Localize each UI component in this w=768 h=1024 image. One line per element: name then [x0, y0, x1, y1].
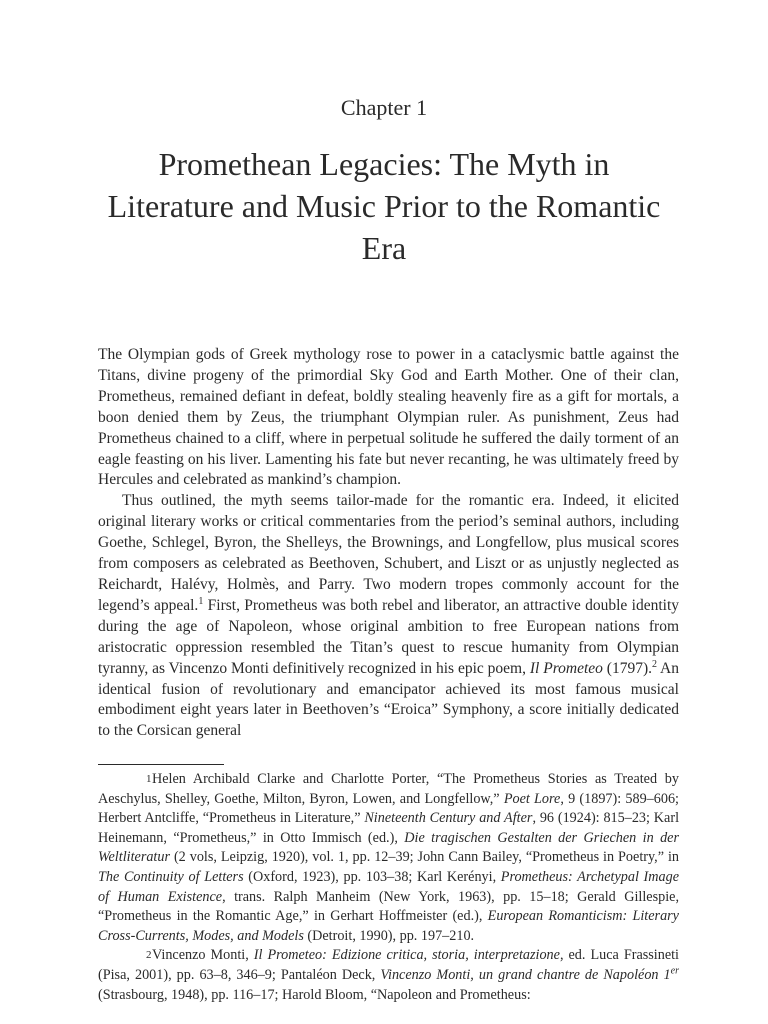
footnote-italic: Prometheus: Archetypal Image of Human Existence: [98, 868, 679, 905]
ordinal-suffix: er: [670, 965, 679, 977]
footnote-italic: European Romanticism: Literary Cross-Currents, Modes, and Models: [98, 908, 679, 944]
footnote-divider: [98, 764, 224, 765]
poem-title: Il Prometeo: [529, 659, 603, 677]
footnote-italic: Nineteenth Century and After: [364, 810, 533, 827]
footnotes: [98, 770, 679, 1005]
footnote-2: [98, 946, 679, 1005]
paragraph-1: The Olympian gods of Greek mythology rose to power in a cataclysmic battle against the Titans, divine progeny of the primordial Sky God and Earth Mother. One of their clan, Prometheus, remained defiant in defeat, boldly stealing heavenly fire as a gift for mortals, a boon denied them by Zeus, the triumphant Olympian ruler. As punishment, Zeus had Prometheus chained to a cliff, where in perpetual solitude he suffered the daily torment of an eagle feasting on his liver. Lamenting his fate but never recanting, he was ultimately freed by Hercules and celebrated as mankind’s champion.: [98, 346, 679, 489]
footnote-1: [98, 770, 679, 946]
footnote-text: (2 vols, Leipzig, 1920), vol. 1, pp. 12–39; John Cann Bailey, “Prometheus in Poetry,” in: [170, 849, 679, 866]
footnote-italic: Die tragischen Gestalten der Griechen in der Weltliteratur: [98, 829, 679, 866]
paragraph-2-part-4: An identical fusion of revolutionary and emancipator achieved its most famous musical embodiment eight years later in Beethoven’s “Eroica” Symphony, a score initially dedicated to the Corsican general: [98, 659, 679, 740]
footnote-text: , 9 (1897): 589–606; Herbert Antcliffe, “Prometheus in Literature,”: [98, 790, 679, 827]
footnote-italic: The Continuity of Letters: [98, 868, 244, 885]
chapter-label: Chapter 1: [340, 95, 428, 120]
paragraph-2: [98, 491, 679, 742]
footnote-text: (Oxford, 1923), pp. 103–38; Karl Kerényi,: [243, 868, 501, 885]
footnote-text: Vincenzo Monti,: [152, 947, 254, 964]
footnote-number: 1: [146, 773, 152, 785]
body-text: [98, 345, 679, 742]
paragraph-2-part-2: First, Prometheus was both rebel and liberator, an attractive double identity during the age of Napoleon, whose original ambition to free European nations from aristocratic oppression resembled the Titan’s quest to rescue humanity from Olympian tyranny, as Vincenzo Monti definitively recognized in his epic poem,: [98, 596, 679, 677]
paragraph-2-part-3: (1797).: [602, 659, 652, 677]
footnote-text: Helen Archibald Clarke and Charlotte Porter, “The Prometheus Stories as Treated by Aeschylus, Shelley, Goethe, Milton, Byron, Lowen, and Longfellow,”: [98, 771, 679, 807]
footnote-text: , 96 (1924): 815–23; Karl Heinemann, “Prometheus,” in Otto Immisch (ed.),: [98, 810, 680, 846]
footnote-italic: Poet Lore: [503, 790, 561, 807]
footnote-italic: Il Prometeo: Edizione critica, storia, interpretazione: [253, 947, 560, 964]
footnote-ref-2[interactable]: 2: [652, 658, 657, 670]
footnote-text: (Detroit, 1990), pp. 197–210.: [303, 927, 475, 944]
footnote-text: , trans. Ralph Manheim (New York, 1963), pp. 15–18; Gerald Gillespie, “Prometheus in the Romantic Age,” in Gerhart Hoffmeister (ed.),: [98, 888, 679, 925]
footnote-number: 2: [146, 949, 152, 962]
footnote-italic: [380, 967, 679, 983]
paragraph-2-part-1: Thus outlined, the myth seems tailor-made for the romantic era. Indeed, it elicited original literary works or critical commentaries from the period’s seminal authors, including Goethe, Schlegel, Byron, the Shelleys, the Brownings, and Longfellow, plus musical scores from composers as celebrated as Beethoven, Schubert, and Liszt or as unjustly neglected as Reichardt, Halévy, Holmès, and Parry. Two modern tropes commonly account for the legend’s appeal.: [98, 492, 679, 614]
footnote-ref-1[interactable]: 1: [198, 595, 204, 607]
footnote-italic-text: Vincenzo Monti, un grand chantre de Napoléon 1: [380, 966, 671, 983]
footnote-text: , ed. Luca Frassineti (Pisa, 2001), pp. 63–8, 346–9; Pantaléon Deck,: [98, 947, 679, 983]
footnote-text: (Strasbourg, 1948), pp. 116–17; Harold Bloom, “Napoleon and Prometheus:: [98, 986, 531, 1003]
chapter-title: Promethean Legacies: The Myth in Literature and Music Prior to the Romantic Era: [107, 146, 661, 266]
